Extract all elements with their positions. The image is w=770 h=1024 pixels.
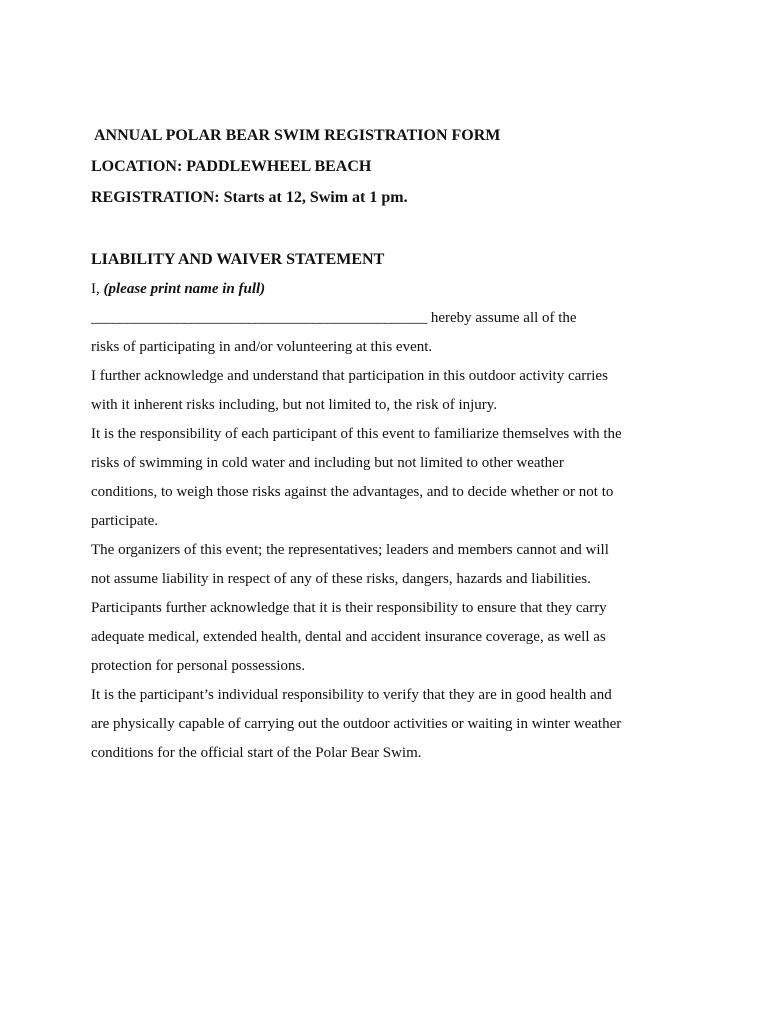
name-suffix: hereby assume all of the	[427, 310, 577, 326]
waiver-line: I further acknowledge and understand that participation in this outdoor activity carries	[91, 368, 608, 384]
waiver-line: Participants further acknowledge that it is their responsibility to ensure that they carry	[91, 600, 607, 616]
form-title: ANNUAL POLAR BEAR SWIM REGISTRATION FORM	[94, 127, 501, 144]
name-prompt-line	[91, 275, 691, 304]
name-blank-field[interactable]: _______________________________________________	[91, 310, 428, 326]
waiver-line: conditions, to weigh those risks against the advantages, and to decide whether or not to	[91, 484, 614, 500]
waiver-section-title: LIABILITY AND WAIVER STATEMENT	[91, 251, 385, 268]
waiver-line: with it inherent risks including, but not limited to, the risk of injury.	[91, 397, 498, 413]
name-blank-line	[91, 304, 691, 333]
waiver-line: It is the responsibility of each participant of this event to familiarize themselves with the	[91, 426, 622, 442]
waiver-line: conditions for the official start of the Polar Bear Swim.	[91, 745, 422, 761]
waiver-line: adequate medical, extended health, dental and accident insurance coverage, as well as	[91, 629, 606, 645]
location-line: LOCATION: PADDLEWHEEL BEACH	[91, 158, 372, 175]
waiver-line: risks of participating in and/or volunteering at this event.	[91, 339, 433, 355]
waiver-line: participate.	[91, 513, 159, 529]
waiver-line: The organizers of this event; the representatives; leaders and members cannot and will	[91, 542, 609, 558]
registration-line: REGISTRATION: Starts at 12, Swim at 1 pm.	[91, 189, 408, 206]
waiver-line: risks of swimming in cold water and including but not limited to other weather	[91, 455, 564, 471]
waiver-line: not assume liability in respect of any of these risks, dangers, hazards and liabilities.	[91, 571, 591, 587]
waiver-line: protection for personal possessions.	[91, 658, 306, 674]
form-content	[91, 120, 691, 768]
name-hint: (please print name in full)	[103, 281, 266, 297]
name-prefix: I,	[91, 281, 104, 297]
waiver-line: It is the participant’s individual responsibility to verify that they are in good health and	[91, 687, 612, 703]
waiver-line: are physically capable of carrying out the outdoor activities or waiting in winter weather	[91, 716, 622, 732]
